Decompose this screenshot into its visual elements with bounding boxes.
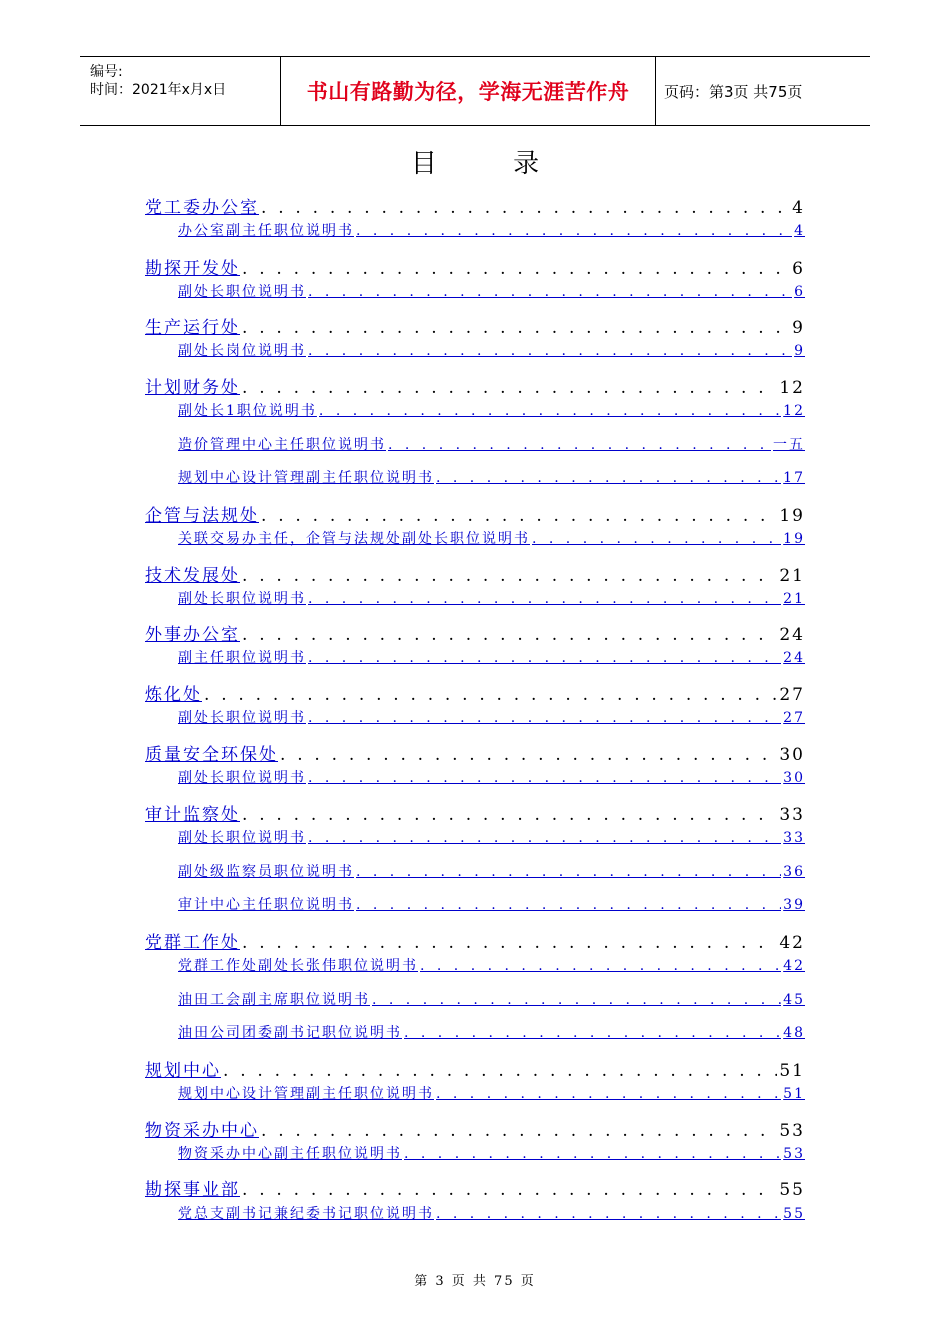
toc-dot-leader: [242, 318, 790, 338]
toc-entry-page-number[interactable]: 12: [779, 378, 805, 398]
toc-subsection-entry[interactable]: [178, 1203, 805, 1223]
toc-dot-leader: [356, 864, 781, 880]
toc-entry-label[interactable]: 规划中心设计管理副主任职位说明书: [178, 470, 434, 486]
toc-entry-page-number[interactable]: 27: [783, 710, 805, 726]
toc-section-entry[interactable]: [145, 561, 805, 586]
toc-section-entry[interactable]: [145, 313, 805, 338]
toc-entry-page-number[interactable]: 9: [794, 343, 805, 359]
toc-entry-label[interactable]: 审计中心主任职位说明书: [178, 897, 354, 913]
toc-entry-label[interactable]: 副处长1职位说明书: [178, 403, 317, 419]
toc-dot-leader: [436, 1206, 781, 1222]
toc-entry-page-number[interactable]: 一五: [773, 437, 805, 453]
toc-entry-page-number[interactable]: 42: [783, 958, 805, 974]
toc-entry-label[interactable]: 技术发展处: [145, 566, 240, 586]
toc-subsection-entry[interactable]: [178, 220, 805, 240]
toc-entry-label[interactable]: 外事办公室: [145, 625, 240, 645]
toc-section-entry[interactable]: [145, 740, 805, 765]
toc-dot-leader: [308, 284, 792, 300]
page-title: 目 录: [410, 149, 574, 179]
toc-dot-leader: [308, 591, 781, 607]
toc-dot-leader: [261, 506, 777, 526]
toc-entry-page-number[interactable]: 33: [783, 830, 805, 846]
toc-entry-label[interactable]: 副处长岗位说明书: [178, 343, 306, 359]
toc-dot-leader: [308, 830, 781, 846]
toc-dot-leader: [308, 770, 781, 786]
toc-entry-label[interactable]: 规划中心设计管理副主任职位说明书: [178, 1086, 434, 1102]
toc-entry-label[interactable]: 党群工作处副处长张伟职位说明书: [178, 958, 418, 974]
toc-dot-leader: [242, 378, 777, 398]
toc-entry-page-number[interactable]: 24: [779, 625, 805, 645]
toc-subsection-entry[interactable]: [178, 281, 805, 301]
toc-dot-leader: [420, 958, 781, 974]
toc-entry-page-number[interactable]: 4: [794, 223, 805, 239]
toc-dot-leader: [404, 1146, 781, 1162]
toc-section-entry[interactable]: [145, 1116, 805, 1141]
toc-section-entry[interactable]: [145, 680, 805, 705]
toc-dot-leader: [319, 403, 781, 419]
toc-entry-page-number[interactable]: 30: [779, 745, 805, 765]
toc-entry-label[interactable]: 造价管理中心主任职位说明书: [178, 437, 386, 453]
toc-dot-leader: [388, 437, 771, 453]
toc-entry-label[interactable]: 关联交易办主任，企管与法规处副处长职位说明书: [178, 531, 530, 547]
toc-entry-page-number[interactable]: 45: [783, 992, 805, 1008]
document-number-label: 编号:: [90, 64, 123, 80]
toc-entry-label[interactable]: 生产运行处: [145, 318, 240, 338]
toc-entry-page-number[interactable]: 36: [783, 864, 805, 880]
toc-subsection-entry[interactable]: [178, 528, 805, 548]
toc-dot-leader: [372, 992, 781, 1008]
document-time-label: 时间：2021年x月x日: [90, 82, 227, 98]
toc-dot-leader: [242, 933, 777, 953]
toc-entry-label[interactable]: 勘探事业部: [145, 1180, 240, 1200]
toc-dot-leader: [356, 223, 792, 239]
toc-dot-leader: [204, 685, 777, 705]
toc-entry-page-number[interactable]: 51: [779, 1061, 805, 1081]
toc-subsection-entry[interactable]: [178, 707, 805, 727]
toc-subsection-entry[interactable]: [178, 861, 805, 881]
toc-entry-label[interactable]: 副处级监察员职位说明书: [178, 864, 354, 880]
toc-entry-page-number[interactable]: 51: [783, 1086, 805, 1102]
toc-entry-page-number[interactable]: 4: [792, 198, 805, 218]
toc-entry-label[interactable]: 油田公司团委副书记职位说明书: [178, 1025, 402, 1041]
toc-entry-label[interactable]: 企管与法规处: [145, 506, 259, 526]
toc-dot-leader: [223, 1061, 777, 1081]
toc-section-entry[interactable]: [145, 373, 805, 398]
toc-dot-leader: [242, 566, 777, 586]
toc-section-entry[interactable]: [145, 501, 805, 526]
toc-section-entry[interactable]: [145, 254, 805, 279]
toc-entry-label[interactable]: 副处长职位说明书: [178, 770, 306, 786]
toc-entry-page-number[interactable]: 24: [783, 650, 805, 666]
toc-entry-page-number[interactable]: 53: [779, 1121, 805, 1141]
toc-subsection-entry[interactable]: [178, 467, 805, 487]
toc-entry-page-number[interactable]: 42: [779, 933, 805, 953]
toc-entry-label[interactable]: 副处长职位说明书: [178, 830, 306, 846]
toc-dot-leader: [308, 650, 781, 666]
toc-entry-label[interactable]: 勘探开发处: [145, 259, 240, 279]
toc-dot-leader: [404, 1025, 781, 1041]
toc-dot-leader: [261, 198, 790, 218]
toc-entry-page-number[interactable]: 55: [783, 1206, 805, 1222]
toc-subsection-entry[interactable]: [178, 588, 805, 608]
toc-entry-page-number[interactable]: 6: [792, 259, 805, 279]
toc-entry-label[interactable]: 副处长职位说明书: [178, 710, 306, 726]
toc-entry-label[interactable]: 副处长职位说明书: [178, 284, 306, 300]
toc-entry-label[interactable]: 党工委办公室: [145, 198, 259, 218]
toc-dot-leader: [242, 625, 777, 645]
toc-dot-leader: [242, 805, 777, 825]
toc-entry-label[interactable]: 党群工作处: [145, 933, 240, 953]
toc-dot-leader: [280, 745, 777, 765]
toc-entry-label[interactable]: 规划中心: [145, 1061, 221, 1081]
toc-subsection-entry[interactable]: [178, 1022, 805, 1042]
toc-entry-label[interactable]: 办公室副主任职位说明书: [178, 223, 354, 239]
toc-subsection-entry[interactable]: [178, 1143, 805, 1163]
toc-entry-label[interactable]: 党总支副书记兼纪委书记职位说明书: [178, 1206, 434, 1222]
page-info-text: 页码：第3页 共75页: [664, 82, 803, 101]
toc-entry-page-number[interactable]: 9: [792, 318, 805, 338]
toc-dot-leader: [261, 1121, 777, 1141]
toc-dot-leader: [356, 897, 781, 913]
toc-subsection-entry[interactable]: [178, 989, 805, 1009]
toc-entry-label[interactable]: 副主任职位说明书: [178, 650, 306, 666]
toc-entry-label[interactable]: 副处长职位说明书: [178, 591, 306, 607]
toc-entry-label[interactable]: 炼化处: [145, 685, 202, 705]
toc-entry-label[interactable]: 油田工会副主席职位说明书: [178, 992, 370, 1008]
toc-subsection-entry[interactable]: [178, 767, 805, 787]
toc-entry-page-number[interactable]: 30: [783, 770, 805, 786]
toc-entry-page-number[interactable]: 33: [779, 805, 805, 825]
toc-entry-label[interactable]: 物资采办中心: [145, 1121, 259, 1141]
page-footer: 第 3 页 共 75 页: [414, 1274, 536, 1289]
toc-dot-leader: [242, 1180, 777, 1200]
toc-subsection-entry[interactable]: [178, 827, 805, 847]
toc-entry-page-number[interactable]: 27: [779, 685, 805, 705]
toc-subsection-entry[interactable]: [178, 434, 805, 454]
toc-dot-leader: [436, 470, 781, 486]
toc-entry-label[interactable]: 物资采办中心副主任职位说明书: [178, 1146, 402, 1162]
toc-entry-page-number[interactable]: 19: [783, 531, 805, 547]
toc-subsection-entry[interactable]: [178, 1083, 805, 1103]
toc-subsection-entry[interactable]: [178, 894, 805, 914]
toc-entry-label[interactable]: 审计监察处: [145, 805, 240, 825]
toc-entry-page-number[interactable]: 21: [783, 591, 805, 607]
toc-entry-page-number[interactable]: 6: [794, 284, 805, 300]
toc-dot-leader: [532, 531, 781, 547]
toc-entry-page-number[interactable]: 19: [779, 506, 805, 526]
toc-entry-page-number[interactable]: 39: [783, 897, 805, 913]
toc-dot-leader: [242, 259, 790, 279]
motto-text: 书山有路勤为径，学海无涯苦作舟: [306, 80, 630, 104]
toc-section-entry[interactable]: [145, 1056, 805, 1081]
toc-entry-label[interactable]: 计划财务处: [145, 378, 240, 398]
toc-section-entry[interactable]: [145, 620, 805, 645]
toc-subsection-entry[interactable]: [178, 647, 805, 667]
toc-subsection-entry[interactable]: [178, 340, 805, 360]
toc-subsection-entry[interactable]: [178, 400, 805, 420]
toc-entry-page-number[interactable]: 17: [783, 470, 805, 486]
toc-section-entry[interactable]: [145, 1175, 805, 1200]
toc-entry-page-number[interactable]: 55: [779, 1180, 805, 1200]
toc-section-entry[interactable]: [145, 193, 805, 218]
toc-dot-leader: [308, 343, 792, 359]
toc-entry-label[interactable]: 质量安全环保处: [145, 745, 278, 765]
toc-entry-page-number[interactable]: 48: [783, 1025, 805, 1041]
toc-entry-page-number[interactable]: 53: [783, 1146, 805, 1162]
toc-dot-leader: [308, 710, 781, 726]
toc-subsection-entry[interactable]: [178, 955, 805, 975]
toc-section-entry[interactable]: [145, 928, 805, 953]
toc-dot-leader: [436, 1086, 781, 1102]
toc-entry-page-number[interactable]: 12: [783, 403, 805, 419]
toc-section-entry[interactable]: [145, 800, 805, 825]
toc-entry-page-number[interactable]: 21: [779, 566, 805, 586]
